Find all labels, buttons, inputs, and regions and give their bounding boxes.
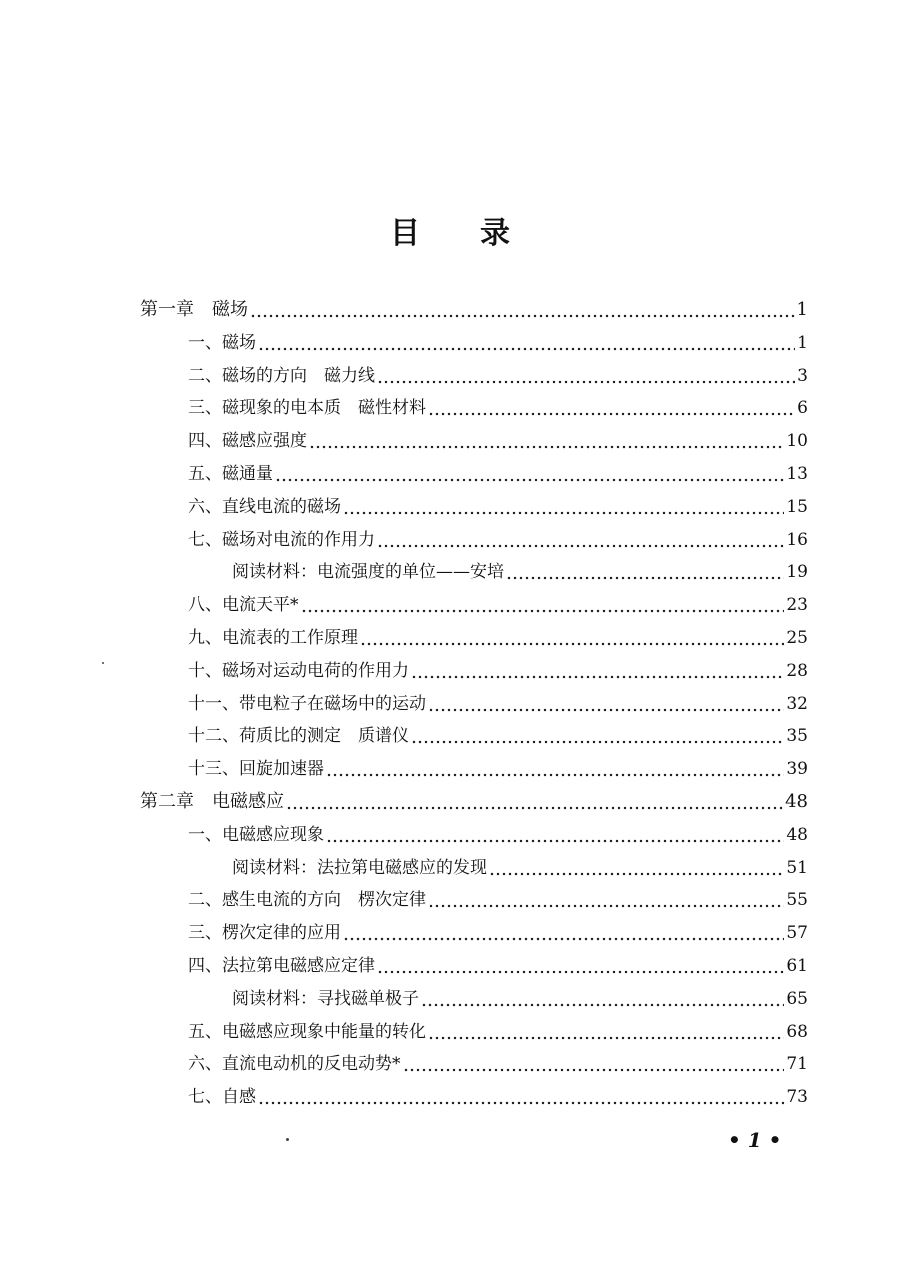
toc-entry-label: 七、自感 [188,1087,256,1108]
toc-entry-label: 三、磁现象的电本质 磁性材料 [188,398,426,419]
dot-leader [428,890,784,910]
toc-section-row [188,616,808,648]
toc-section-row [188,944,808,976]
toc-section-row [188,682,808,714]
toc-section-row [188,1010,808,1042]
toc-section-row [188,583,808,615]
toc-reading-row [232,977,808,1009]
toc-entry-label: 第二章 电磁感应 [140,791,284,812]
dot-leader [506,562,784,582]
toc-chapter-row [140,288,808,320]
toc-entry-label: 一、电磁感应现象 [188,824,324,845]
scan-speck [286,1138,289,1141]
toc-section-row [188,518,808,550]
toc-entry-label: 三、楞次定律的应用 [188,923,341,944]
toc-entry-page: 3 [797,365,808,386]
toc-section-row [188,485,808,517]
page-number: • 1 • [728,1128,782,1152]
dot-leader [258,1087,784,1107]
title-char-2: 录 [480,216,510,251]
dot-leader [309,431,784,451]
toc-section-row [188,419,808,451]
toc-entry-page: 39 [786,759,808,780]
scan-speck [102,662,104,664]
toc-entry-page: 10 [786,431,808,452]
toc-entry-page: 13 [786,464,808,484]
toc-entry-page: 23 [786,595,808,616]
toc-entry-page: 25 [786,628,808,648]
toc-entry-page: 57 [786,923,808,944]
dot-leader [258,333,795,353]
toc-entry-page: 32 [786,693,808,714]
dot-leader [377,366,795,386]
dot-leader [275,464,784,484]
toc-entry-label: 十二、荷质比的测定 质谱仪 [188,726,409,747]
toc-entry-label: 二、感生电流的方向 楞次定律 [188,890,426,911]
toc-entry-page: 68 [786,1021,808,1042]
toc-entry-label: 阅读材料：法拉第电磁感应的发现 [232,857,487,878]
dot-leader [411,661,784,681]
toc-section-row [188,649,808,681]
toc-entry-label: 四、磁感应强度 [188,431,307,452]
toc-entry-label: 十、磁场对运动电荷的作用力 [188,660,409,681]
dot-leader [489,858,784,878]
dot-leader [421,989,784,1009]
dot-leader [301,595,785,615]
toc-entry-page: 51 [786,857,808,878]
dot-leader [403,1054,785,1074]
toc-entry-label: 第一章 磁场 [140,299,248,320]
toc-entry-label: 二、磁场的方向 磁力线 [188,365,375,386]
dot-leader [428,1022,784,1042]
toc-entry-label: 九、电流表的工作原理 [188,628,358,648]
toc-entry-page: 1 [797,332,808,353]
toc-entry-page: 55 [786,890,808,911]
toc-section-row [188,1042,808,1074]
toc-entry-label: 一、磁场 [188,332,256,353]
toc-entry-page: 48 [786,824,808,845]
dot-leader [326,825,784,845]
dot-leader [286,792,783,812]
toc-entry-page: 73 [786,1087,808,1108]
toc-entry-label: 十三、回旋加速器 [188,759,324,780]
toc-entry-page: 65 [786,988,808,1009]
toc-section-row [188,813,808,845]
toc-section-row [188,747,808,779]
toc-section-row [188,452,808,484]
toc-entry-label: 六、直流电动机的反电动势* [188,1054,401,1075]
dot-leader [428,694,784,714]
toc-entry-label: 阅读材料：寻找磁单极子 [232,988,419,1009]
toc-entry-page: 28 [786,660,808,681]
dot-leader [343,923,784,943]
toc-entry-label: 六、直线电流的磁场 [188,496,341,517]
dot-leader [428,398,795,418]
toc-entry-page: 48 [785,791,808,812]
dot-leader [411,726,784,746]
page-title [0,208,900,252]
toc-entry-page: 61 [786,956,808,976]
toc-section-row [188,321,808,353]
toc-section-row [188,714,808,746]
dot-leader [250,300,795,320]
toc-entry-label: 七、磁场对电流的作用力 [188,529,375,550]
toc-entry-label: 五、磁通量 [188,464,273,484]
title-char-1: 目 [390,216,420,251]
dot-leader [343,497,784,517]
toc-reading-row [232,846,808,878]
toc-entry-page: 19 [786,562,808,583]
toc-chapter-row [140,780,808,812]
toc-entry-label: 四、法拉第电磁感应定律 [188,956,375,976]
toc-entry-page: 6 [797,398,808,419]
toc-section-row [188,354,808,386]
toc-section-row [188,1075,808,1107]
dot-leader [377,530,784,550]
toc-section-row [188,386,808,418]
toc-entry-label: 五、电磁感应现象中能量的转化 [188,1021,426,1042]
dot-leader [326,759,784,779]
toc-entry-page: 15 [786,496,808,517]
toc-entry-page: 71 [786,1054,808,1075]
toc-entry-page: 16 [786,529,808,550]
toc-entry-label: 十一、带电粒子在磁场中的运动 [188,693,426,714]
toc-reading-row [232,550,808,582]
toc-entry-label: 八、电流天平* [188,595,299,616]
toc-entry-page: 35 [786,726,808,747]
dot-leader [377,956,784,976]
toc-entry-label: 阅读材料：电流强度的单位——安培 [232,562,504,583]
toc-section-row [188,878,808,910]
toc-section-row [188,911,808,943]
dot-leader [360,628,784,648]
toc-entry-page: 1 [796,299,808,320]
